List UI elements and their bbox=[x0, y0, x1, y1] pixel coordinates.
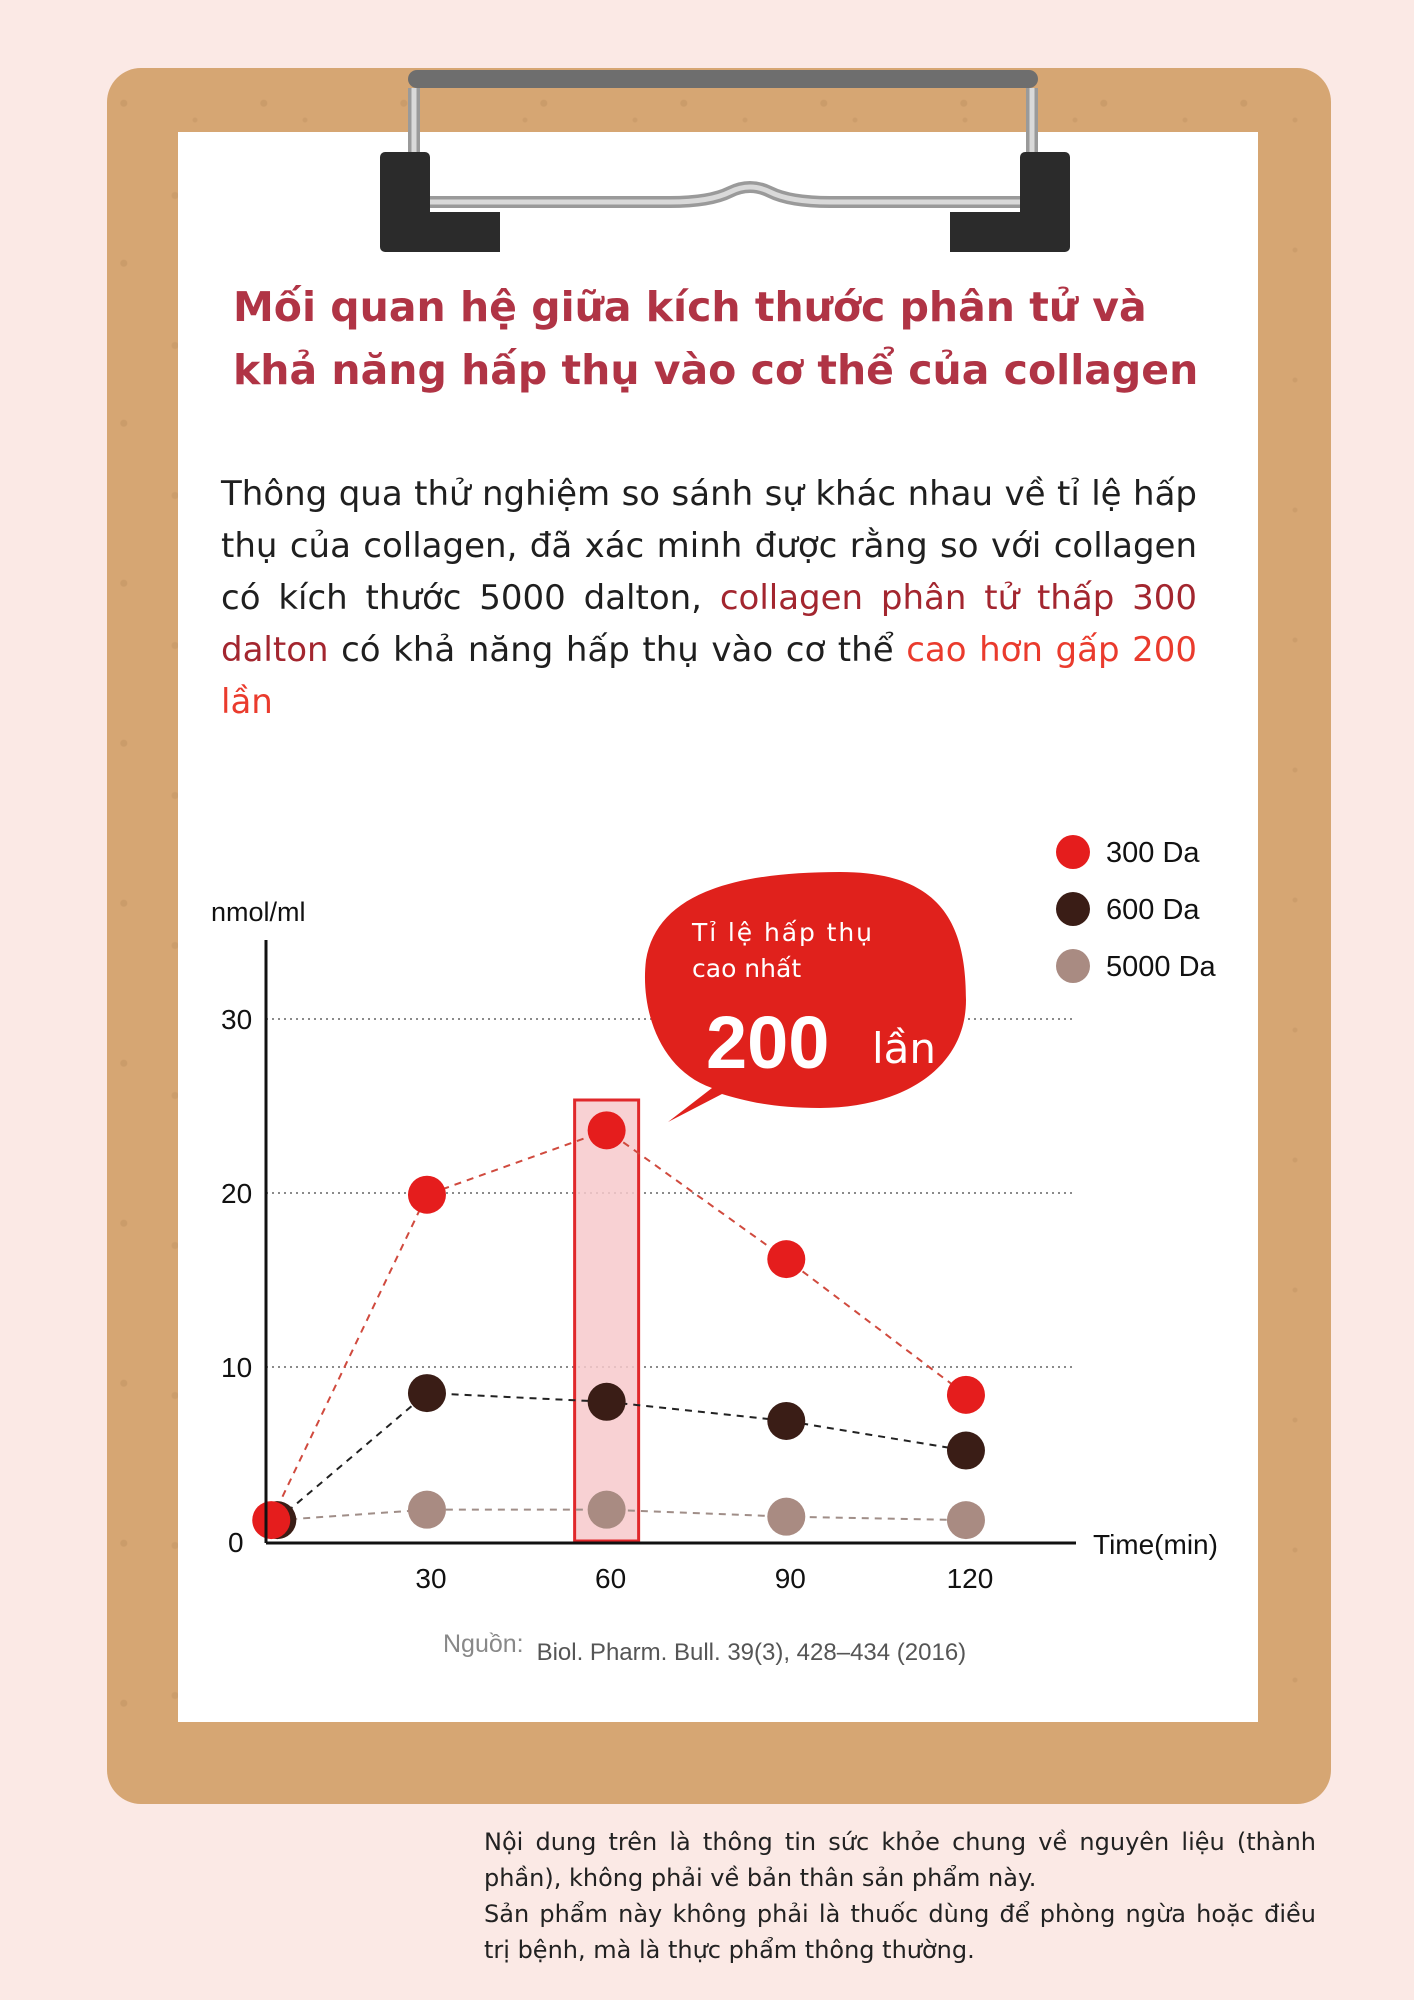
y-axis-label: nmol/ml bbox=[211, 897, 306, 927]
bubble-line-1: Tỉ lệ hấp thụ bbox=[692, 918, 872, 947]
bubble-unit: lần bbox=[872, 1024, 937, 1073]
point-300-da-1 bbox=[408, 1176, 446, 1214]
chart-legend bbox=[1056, 835, 1217, 983]
y-tick-30: 30 bbox=[221, 1004, 253, 1035]
description-highlight-200x: cao hơn gấp 200 lần bbox=[221, 630, 1198, 722]
point-300-da-0 bbox=[252, 1501, 290, 1539]
disclaimer-note bbox=[484, 1824, 1316, 1968]
point-600-da-4 bbox=[947, 1432, 985, 1470]
x-tick-90: 90 bbox=[774, 1563, 806, 1594]
x-tick-labels bbox=[415, 1563, 993, 1594]
title-line-2: khả năng hấp thụ vào cơ thể của collagen bbox=[233, 346, 1199, 394]
legend-swatch-2 bbox=[1056, 949, 1090, 983]
legend-label-0: 300 Da bbox=[1106, 837, 1200, 869]
chart-grid bbox=[266, 1019, 1076, 1367]
description-highlight-dalton: collagen phân tử thấp 300 dalton bbox=[221, 578, 1198, 670]
description-text: Thông qua thử nghiệm so sánh sự khác nhau về tỉ lệ hấp thụ của collagen, đã xác minh được rằng so với collagen có kích thước 5000 dalton, bbox=[221, 474, 1197, 618]
source-label: Nguồn: bbox=[443, 1630, 524, 1658]
y-tick-labels bbox=[221, 1004, 252, 1558]
point-5000-da-4 bbox=[947, 1501, 985, 1539]
highlight-band-60min bbox=[575, 1100, 639, 1541]
x-tick-120: 120 bbox=[946, 1563, 994, 1594]
x-tick-60: 60 bbox=[595, 1563, 627, 1594]
x-tick-30: 30 bbox=[415, 1563, 447, 1594]
point-300-da-4 bbox=[947, 1376, 985, 1414]
point-300-da-2 bbox=[588, 1111, 626, 1149]
legend-swatch-0 bbox=[1056, 835, 1090, 869]
point-600-da-2 bbox=[588, 1383, 626, 1421]
bubble-line-2: cao nhất bbox=[692, 954, 802, 983]
point-5000-da-1 bbox=[408, 1491, 446, 1529]
point-5000-da-3 bbox=[767, 1498, 805, 1536]
legend-label-1: 600 Da bbox=[1106, 894, 1200, 926]
disclaimer-line-2: Sản phẩm này không phải là thuốc dùng để phòng ngừa hoặc điều trị bệnh, mà là thực phẩm thông thường. bbox=[484, 1900, 1316, 1964]
x-axis-label: Time(min) bbox=[1093, 1529, 1218, 1560]
point-5000-da-2 bbox=[588, 1491, 626, 1529]
bubble-number: 200 bbox=[706, 1001, 830, 1084]
description-text-2: có khả năng hấp thụ vào cơ thể bbox=[328, 630, 907, 670]
y-tick-10: 10 bbox=[221, 1352, 253, 1383]
legend-label-2: 5000 Da bbox=[1106, 951, 1216, 983]
source-text: Biol. Pharm. Bull. 39(3), 428–434 (2016) bbox=[536, 1639, 967, 1666]
legend-swatch-1 bbox=[1056, 892, 1090, 926]
disclaimer-line-1: Nội dung trên là thông tin sức khỏe chung về nguyên liệu (thành phần), không phải về bản thân sản phẩm này. bbox=[484, 1828, 1316, 1892]
point-600-da-3 bbox=[767, 1402, 805, 1440]
y-tick-0: 0 bbox=[228, 1527, 244, 1558]
callout-bubble bbox=[645, 872, 966, 1122]
point-600-da-1 bbox=[408, 1374, 446, 1412]
y-tick-20: 20 bbox=[221, 1178, 253, 1209]
point-300-da-3 bbox=[767, 1240, 805, 1278]
title-line-1: Mối quan hệ giữa kích thước phân tử và bbox=[233, 283, 1147, 331]
